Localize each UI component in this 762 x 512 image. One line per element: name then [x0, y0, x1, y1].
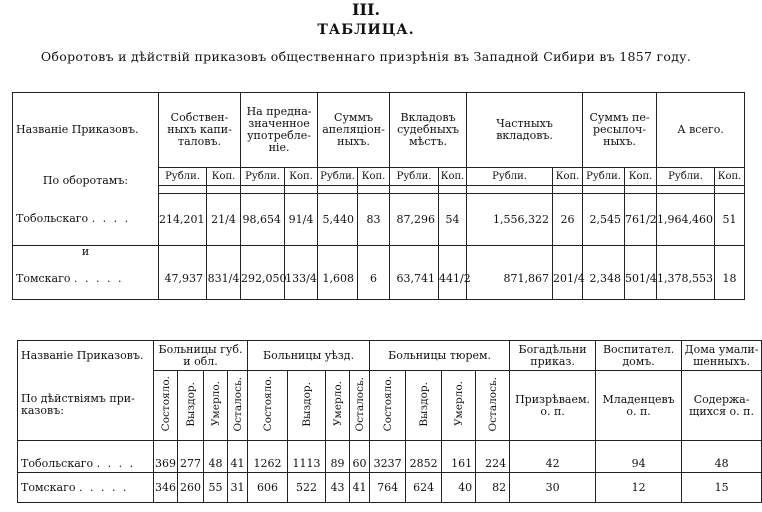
kop-header: Коп.	[439, 168, 467, 186]
value-cell: 94	[596, 441, 682, 473]
value-cell: 2,545	[583, 194, 625, 246]
value-cell: 1262	[248, 441, 288, 473]
value-cell: 98,654	[241, 194, 285, 246]
row-name: Томскаго	[21, 480, 76, 494]
section-label: По дѣйствіямъ при-казовъ:	[18, 371, 154, 441]
name-column-header: Названіе Приказовъ.	[18, 341, 154, 371]
value-cell: 346	[154, 473, 178, 503]
table-number: III.	[351, 0, 381, 19]
value-cell: 41	[228, 441, 248, 473]
column-group-header: Богадѣльни приказ.	[510, 341, 596, 371]
table-row	[18, 441, 762, 473]
value-cell: 3237	[370, 441, 406, 473]
column-group-header: Суммъ апеляціон-ныхъ.	[318, 93, 390, 168]
sub-header-cell	[350, 371, 370, 441]
value-cell: 277	[178, 441, 204, 473]
value-cell: 214,201	[159, 194, 207, 246]
rub-header: Рубли.	[467, 168, 553, 186]
value-cell: 441/2	[439, 246, 467, 300]
value-cell: 161	[442, 441, 476, 473]
kop-header: Коп.	[715, 168, 745, 186]
value-cell: 60	[350, 441, 370, 473]
value-cell: 87,296	[390, 194, 439, 246]
value-cell: 21/4	[207, 194, 241, 246]
rub-header: Рубли.	[318, 168, 358, 186]
sub-header-label: Осталось.	[486, 376, 499, 432]
rub-header: Рубли.	[657, 168, 715, 186]
sub-header-cell	[476, 371, 510, 441]
value-cell: 624	[406, 473, 442, 503]
sub-header-cell	[178, 371, 204, 441]
sub-header-cell	[370, 371, 406, 441]
value-cell: 51	[715, 194, 745, 246]
value-cell: 18	[715, 246, 745, 300]
sub-header-label: Выздор.	[300, 381, 313, 427]
kop-header: Коп.	[285, 168, 318, 186]
value-cell: 764	[370, 473, 406, 503]
value-cell: 63,741	[390, 246, 439, 300]
value-cell: 48	[204, 441, 228, 473]
value-cell: 1,608	[318, 246, 358, 300]
kop-header: Коп.	[207, 168, 241, 186]
row-name-cell	[18, 441, 154, 473]
section-label: По оборотамъ:	[13, 168, 159, 194]
sub-header-label: Выздор.	[417, 381, 430, 427]
value-cell: 48	[682, 441, 762, 473]
value-cell: 2,348	[583, 246, 625, 300]
column-group-header: Больницы уѣзд.	[248, 341, 370, 371]
column-group-header: Частныхъ вкладовъ.	[467, 93, 583, 168]
value-cell: 224	[476, 441, 510, 473]
value-cell: 1,556,322	[467, 194, 553, 246]
sub-header-label: Осталось.	[353, 376, 366, 432]
rub-header: Рубли.	[583, 168, 625, 186]
sub-header-cell	[288, 371, 326, 441]
turnover-table	[12, 92, 745, 300]
row-name: Тобольскаго	[16, 212, 89, 226]
and-label: и	[81, 245, 90, 258]
sub-header-cell	[204, 371, 228, 441]
sub-header-label: Умерло.	[452, 381, 465, 427]
leader-dots: . . . .	[96, 457, 136, 470]
activity-table	[17, 340, 762, 503]
value-cell: 369	[154, 441, 178, 473]
sub-header-cell	[326, 371, 350, 441]
column-group-header: Больницы губ. и обл.	[154, 341, 248, 371]
rub-header: Рубли.	[390, 168, 439, 186]
value-cell: 522	[288, 473, 326, 503]
kop-header: Коп.	[358, 168, 390, 186]
sub-header-cell: Содержа-щихся о. п.	[682, 371, 762, 441]
row-name: Томскаго	[16, 272, 71, 285]
row-name-cell	[13, 194, 159, 246]
value-cell: 89	[326, 441, 350, 473]
value-cell: 55	[204, 473, 228, 503]
value-cell: 6	[358, 246, 390, 300]
value-cell: 201/4	[553, 246, 583, 300]
value-cell: 606	[248, 473, 288, 503]
table-header-row	[13, 93, 745, 168]
value-cell: 761/2	[625, 194, 657, 246]
rub-header: Рубли.	[159, 168, 207, 186]
value-cell: 30	[510, 473, 596, 503]
kop-header: Коп.	[625, 168, 657, 186]
value-cell: 871,867	[467, 246, 553, 300]
value-cell: 501/4	[625, 246, 657, 300]
sub-header-cell	[442, 371, 476, 441]
value-cell: 260	[178, 473, 204, 503]
value-cell: 83	[358, 194, 390, 246]
value-cell: 43	[326, 473, 350, 503]
sub-header-label: Умерло.	[209, 381, 222, 427]
value-cell: 1113	[288, 441, 326, 473]
value-cell: 47,937	[159, 246, 207, 300]
sub-header-label: Состояло.	[159, 376, 172, 432]
sub-header-cell: Младенцевъ о. п.	[596, 371, 682, 441]
sub-header-cell	[154, 371, 178, 441]
value-cell: 15	[682, 473, 762, 503]
value-cell: 31	[228, 473, 248, 503]
value-cell: 82	[476, 473, 510, 503]
sub-header-label: Выздор.	[184, 381, 197, 427]
column-group-header: А всего.	[657, 93, 745, 168]
value-cell: 1,378,553	[657, 246, 715, 300]
value-cell: 41	[350, 473, 370, 503]
sub-header-label: Осталось.	[231, 376, 244, 432]
table-row	[18, 473, 762, 503]
leader-dots: . . . . .	[79, 480, 129, 494]
value-cell: 54	[439, 194, 467, 246]
value-cell: 2852	[406, 441, 442, 473]
page-title: ТАБЛИЦА.	[317, 22, 415, 38]
value-cell: 12	[596, 473, 682, 503]
sub-header-label: Состояло.	[261, 376, 274, 432]
value-cell: 292,050	[241, 246, 285, 300]
column-group-header: Дома умали-шенныхъ.	[682, 341, 762, 371]
kop-header: Коп.	[553, 168, 583, 186]
value-cell: 91/4	[285, 194, 318, 246]
value-cell: 5,440	[318, 194, 358, 246]
sub-header-cell	[228, 371, 248, 441]
value-cell: 1,964,460	[657, 194, 715, 246]
sub-header-cell	[248, 371, 288, 441]
column-group-header: Суммъ пе-ресылоч-ныхъ.	[583, 93, 657, 168]
page-subtitle: Оборотовъ и дѣйствій приказовъ общественнаго призрѣнія въ Западной Сибири въ 1857 году.	[40, 49, 692, 64]
column-group-header: Собствен-ныхъ капи-таловъ.	[159, 93, 241, 168]
sub-header-row	[18, 371, 762, 441]
value-cell: 42	[510, 441, 596, 473]
column-group-header: На предна-значенное употребле-ніе.	[241, 93, 318, 168]
table-row	[13, 194, 745, 246]
leader-dots: . . . . .	[74, 272, 124, 285]
row-name-cell	[18, 473, 154, 503]
sub-header-cell	[406, 371, 442, 441]
row-name: Тобольскаго	[21, 457, 94, 470]
row-name-cell	[13, 246, 159, 300]
column-group-header: Вкладовъ судебныхъ мѣстъ.	[390, 93, 467, 168]
table-header-row	[18, 341, 762, 371]
rub-header: Рубли.	[241, 168, 285, 186]
value-cell: 40	[442, 473, 476, 503]
sub-header-label: Состояло.	[381, 376, 394, 432]
table-row	[13, 246, 745, 300]
name-column-header: Названіе Приказовъ.	[13, 93, 159, 168]
sub-header-label: Умерло.	[331, 381, 344, 427]
value-cell: 26	[553, 194, 583, 246]
sub-header-cell: Призрѣваем. о. п.	[510, 371, 596, 441]
unit-header-row	[13, 168, 745, 186]
leader-dots: . . . .	[91, 212, 131, 226]
column-group-header: Больницы тюрем.	[370, 341, 510, 371]
value-cell: 133/4	[285, 246, 318, 300]
value-cell: 831/4	[207, 246, 241, 300]
column-group-header: Воспитател. домъ.	[596, 341, 682, 371]
